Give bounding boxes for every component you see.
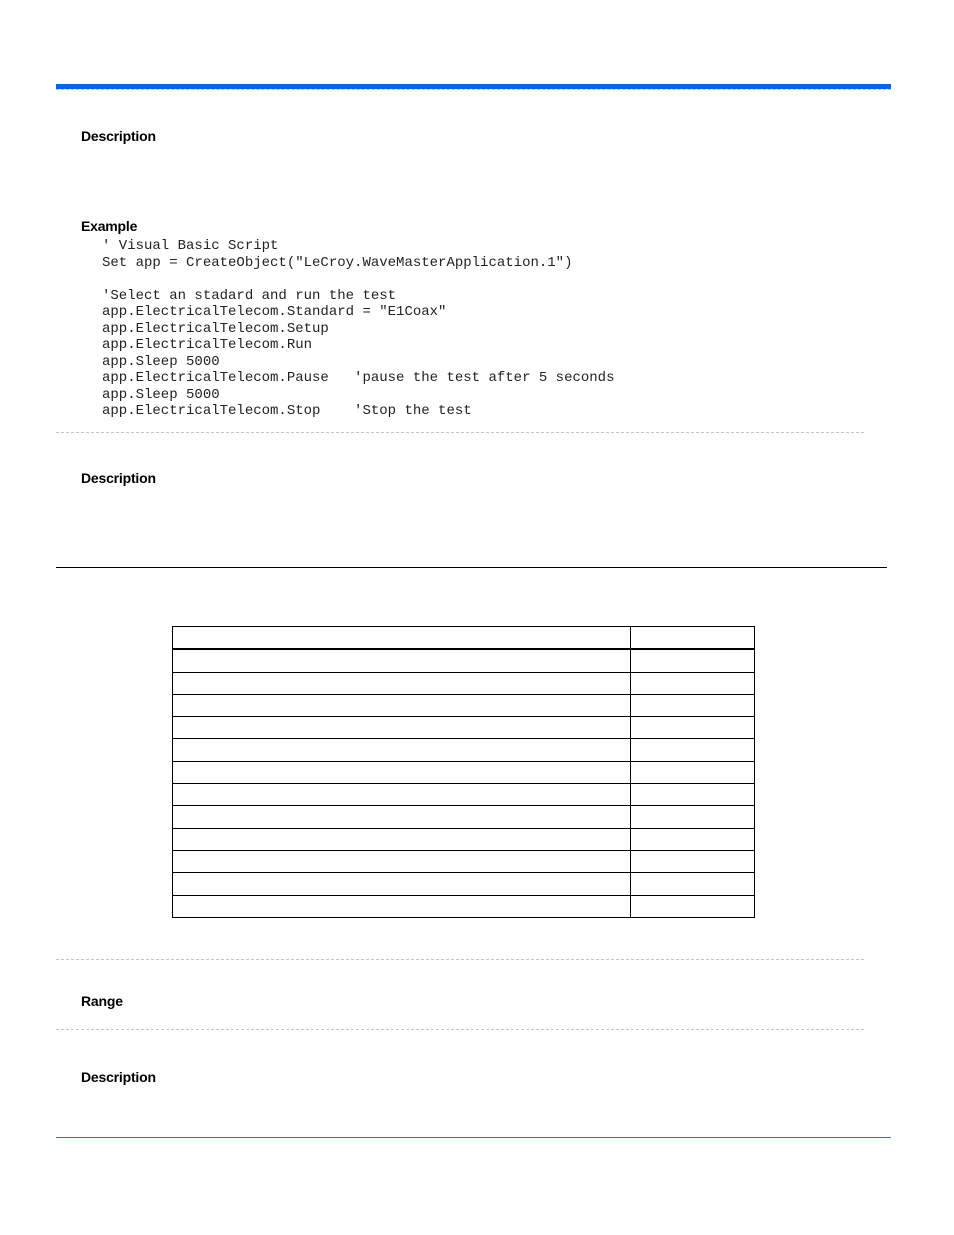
table-cell [173, 850, 631, 872]
code-line: app.ElectricalTelecom.Standard = "E1Coax" [102, 304, 447, 320]
table-cell [631, 672, 755, 694]
table-cell [631, 873, 755, 895]
table-cell [173, 627, 631, 650]
code-line: app.ElectricalTelecom.Setup [102, 320, 329, 337]
table-row [173, 627, 755, 650]
table-cell [173, 649, 631, 672]
table-cell [631, 850, 755, 872]
code-line: app.ElectricalTelecom.Stop 'Stop the test [102, 403, 472, 419]
table-row [173, 873, 755, 895]
table-row [173, 672, 755, 694]
table-cell [173, 672, 631, 694]
table-row [173, 649, 755, 672]
table-row [173, 761, 755, 783]
table-row [173, 717, 755, 739]
section-divider-1 [56, 432, 864, 433]
code-example [102, 238, 614, 420]
table-cell [631, 895, 755, 917]
footer-rule [56, 1137, 891, 1138]
code-line: 'Select an stadard and run the test [102, 287, 397, 304]
table-cell [173, 873, 631, 895]
table-cell [173, 806, 631, 828]
table-row [173, 694, 755, 716]
code-line: app.Sleep 5000 [102, 386, 220, 403]
section-divider-3 [56, 1029, 864, 1030]
table-cell [631, 717, 755, 739]
value-table [172, 626, 755, 918]
table-cell [173, 761, 631, 783]
table-cell [631, 649, 755, 672]
table-row [173, 828, 755, 850]
range-heading: Range [81, 993, 123, 1009]
description-heading-2: Description [81, 470, 156, 486]
code-line: app.Sleep 5000 [102, 353, 220, 370]
example-heading: Example [81, 218, 138, 234]
table-cell [631, 784, 755, 806]
description-heading-3: Description [81, 1069, 156, 1085]
table-row [173, 850, 755, 872]
table-cell [631, 806, 755, 828]
code-line: ' Visual Basic Script [102, 238, 279, 254]
code-line: app.ElectricalTelecom.Pause 'pause the test after 5 seconds [102, 370, 615, 386]
table-cell [173, 784, 631, 806]
table-row [173, 806, 755, 828]
description-heading-1: Description [81, 128, 156, 144]
table-cell [173, 828, 631, 850]
section-rule [56, 567, 887, 568]
table-cell [173, 694, 631, 716]
section-divider-2 [56, 959, 864, 960]
table-row [173, 895, 755, 917]
code-line: Set app = CreateObject("LeCroy.WaveMasterApplication.1") [102, 254, 573, 271]
table-cell [631, 739, 755, 761]
table-cell [631, 761, 755, 783]
table-row [173, 784, 755, 806]
code-line: app.ElectricalTelecom.Run [102, 337, 313, 353]
table-cell [631, 627, 755, 650]
table-cell [631, 694, 755, 716]
table-cell [173, 895, 631, 917]
header-dash-line [56, 89, 891, 90]
table-cell [173, 739, 631, 761]
table-row [173, 739, 755, 761]
table-cell [173, 717, 631, 739]
table-cell [631, 828, 755, 850]
